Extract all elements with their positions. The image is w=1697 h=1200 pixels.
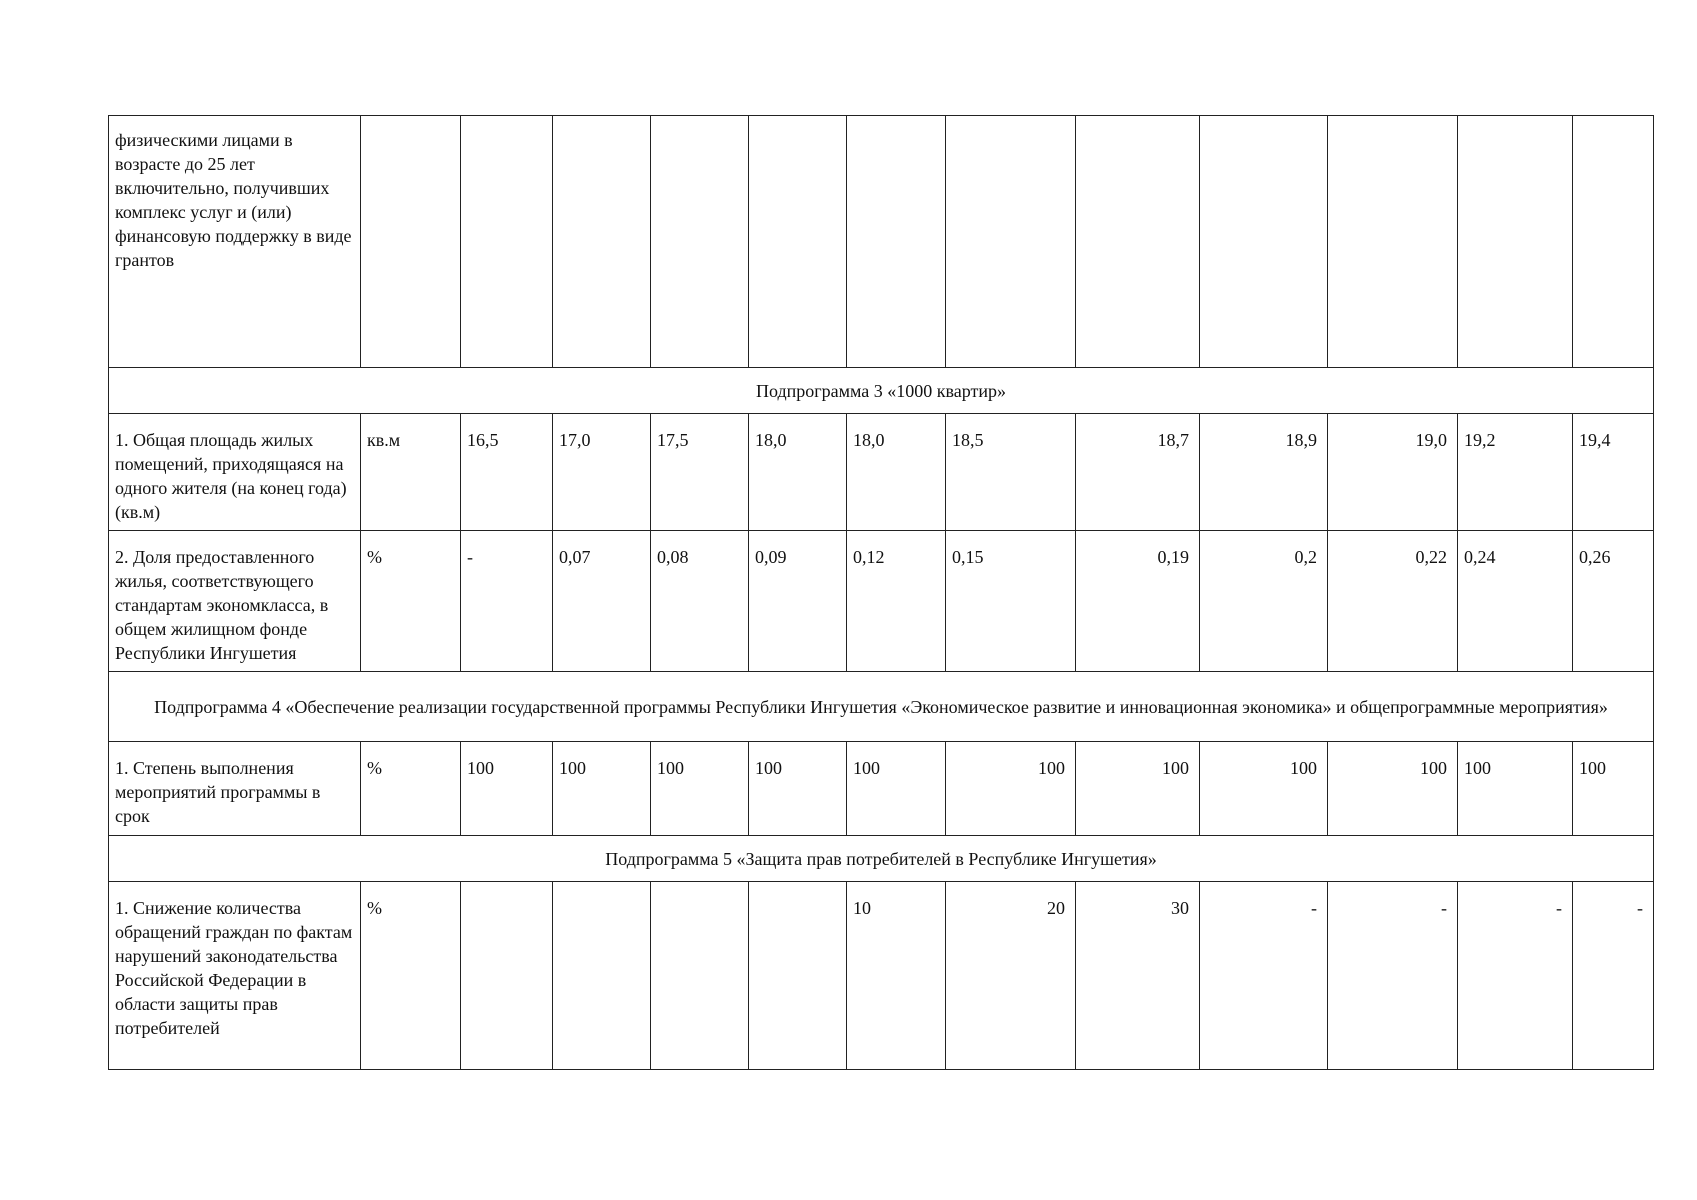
unit-cell: % [361, 742, 461, 836]
value-cell: 0,24 [1458, 531, 1573, 672]
value-cell [553, 116, 651, 368]
value-cell: 0,26 [1573, 531, 1654, 672]
value-cell [749, 882, 847, 1070]
value-cell [1076, 116, 1200, 368]
value-cell: 18,0 [847, 414, 946, 531]
value-cell: 0,19 [1076, 531, 1200, 672]
value-cell: 100 [461, 742, 553, 836]
indicator-label: 1. Общая площадь жилых помещений, приходящаяся на одного жителя (на конец года) (кв.м) [109, 414, 361, 531]
table-row [109, 531, 1654, 672]
value-cell: 16,5 [461, 414, 553, 531]
value-cell: 18,5 [946, 414, 1076, 531]
value-cell [1458, 116, 1573, 368]
value-cell [651, 882, 749, 1070]
section-title-4: Подпрограмма 4 «Обеспечение реализации государственной программы Республики Ингушетия «Экономическое развитие и инновационная экономика» и общепрограммные мероприятия» [109, 672, 1654, 742]
value-cell: - [1458, 882, 1573, 1070]
value-cell: 100 [651, 742, 749, 836]
value-cell: 0,22 [1328, 531, 1458, 672]
value-cell: 100 [1076, 742, 1200, 836]
unit-cell: % [361, 882, 461, 1070]
value-cell: - [1328, 882, 1458, 1070]
value-cell [847, 116, 946, 368]
value-cell [1200, 116, 1328, 368]
value-cell: - [1200, 882, 1328, 1070]
value-cell [749, 116, 847, 368]
indicator-label: 1. Снижение количества обращений граждан по фактам нарушений законодательства Российской Федерации в области защиты прав потребителей [109, 882, 361, 1070]
value-cell: 10 [847, 882, 946, 1070]
value-cell: 20 [946, 882, 1076, 1070]
value-cell [651, 116, 749, 368]
unit-cell: кв.м [361, 414, 461, 531]
value-cell: 100 [749, 742, 847, 836]
value-cell: 100 [1458, 742, 1573, 836]
table-row [109, 116, 1654, 368]
value-cell: 0,15 [946, 531, 1076, 672]
value-cell: 18,7 [1076, 414, 1200, 531]
value-cell: 100 [946, 742, 1076, 836]
value-cell: 0,09 [749, 531, 847, 672]
table-row [109, 882, 1654, 1070]
value-cell: 18,0 [749, 414, 847, 531]
value-cell: - [461, 531, 553, 672]
section-title-3: Подпрограмма 3 «1000 квартир» [109, 368, 1654, 414]
value-cell: 30 [1076, 882, 1200, 1070]
section-header-row [109, 672, 1654, 742]
indicators-table [108, 115, 1654, 1070]
value-cell: 0,08 [651, 531, 749, 672]
section-header-row [109, 836, 1654, 882]
table-row [109, 414, 1654, 531]
value-cell: 17,0 [553, 414, 651, 531]
value-cell: 19,0 [1328, 414, 1458, 531]
value-cell: 100 [1573, 742, 1654, 836]
value-cell [946, 116, 1076, 368]
table-row [109, 742, 1654, 836]
unit-cell: % [361, 531, 461, 672]
indicator-label: физическими лицами в возрасте до 25 лет включительно, получивших комплекс услуг и (или) финансовую поддержку в виде грантов [109, 116, 361, 368]
value-cell: 18,9 [1200, 414, 1328, 531]
value-cell [461, 116, 553, 368]
section-header-row [109, 368, 1654, 414]
value-cell: 17,5 [651, 414, 749, 531]
value-cell: 19,4 [1573, 414, 1654, 531]
value-cell: 19,2 [1458, 414, 1573, 531]
value-cell [461, 882, 553, 1070]
value-cell: 100 [1200, 742, 1328, 836]
indicator-label: 2. Доля предоставленного жилья, соответствующего стандартам экономкласса, в общем жилищном фонде Республики Ингушетия [109, 531, 361, 672]
value-cell [553, 882, 651, 1070]
value-cell: 0,07 [553, 531, 651, 672]
value-cell: - [1573, 882, 1654, 1070]
value-cell: 100 [1328, 742, 1458, 836]
value-cell: 0,12 [847, 531, 946, 672]
unit-cell [361, 116, 461, 368]
value-cell: 100 [553, 742, 651, 836]
value-cell [1328, 116, 1458, 368]
value-cell: 100 [847, 742, 946, 836]
section-title-5: Подпрограмма 5 «Защита прав потребителей в Республике Ингушетия» [109, 836, 1654, 882]
indicator-label: 1. Степень выполнения мероприятий программы в срок [109, 742, 361, 836]
value-cell: 0,2 [1200, 531, 1328, 672]
value-cell [1573, 116, 1654, 368]
